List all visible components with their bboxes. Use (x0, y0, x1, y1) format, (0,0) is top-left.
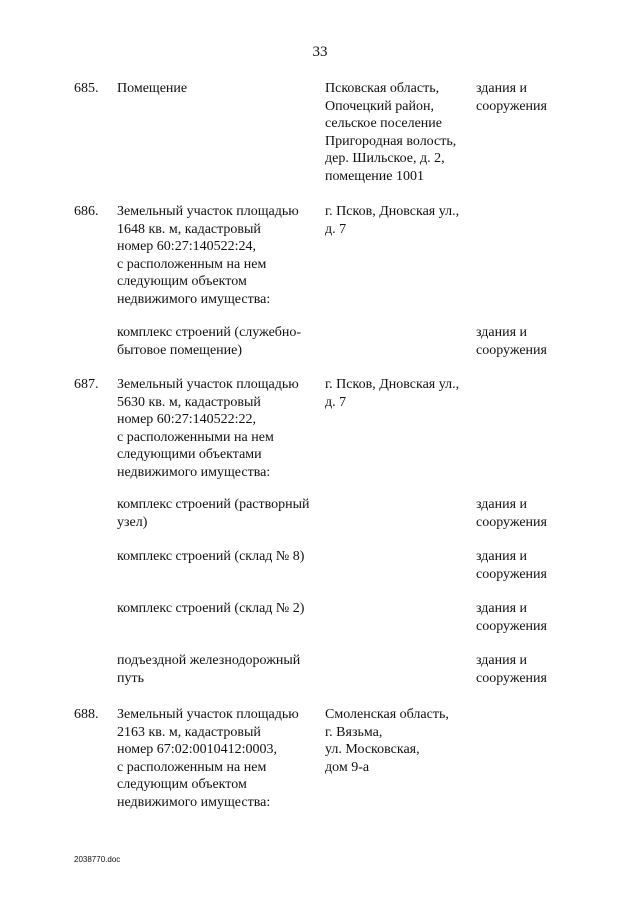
entry-description: Земельный участок площадью 2163 кв. м, кадастровый номер 67:02:0010412:0003, с расположенным на нем следующим объектом недвижимого имущества: (117, 707, 299, 810)
sub-item-type: здания и сооружения (476, 653, 547, 686)
sub-item-type: здания и сооружения (476, 325, 547, 358)
sub-item-type: здания и сооружения (476, 497, 547, 530)
sub-item-description: подъездной железнодорожный путь (117, 653, 301, 686)
entry-number: 685. (74, 81, 99, 96)
sub-item-type: здания и сооружения (476, 549, 547, 582)
page-number: 33 (312, 44, 328, 60)
sub-item-description: комплекс строений (служебно- бытовое помещение) (117, 325, 302, 358)
entry-description: Помещение (117, 81, 188, 96)
sub-item-description: комплекс строений (склад № 8) (117, 549, 305, 564)
entry-number: 688. (74, 707, 99, 722)
footer-filename: 2038770.doc (74, 855, 121, 864)
entry-address: Смоленская область, г. Вязьма, ул. Московская, дом 9-а (325, 707, 449, 775)
entry-address: г. Псков, Дновская ул., д. 7 (325, 377, 460, 410)
entry-description: Земельный участок площадью 5630 кв. м, кадастровый номер 60:27:140522:22, с расположенными на нем следующими объектами недвижимого имущества: (117, 377, 299, 480)
sub-item-description: комплекс строений (склад № 2) (117, 601, 305, 616)
sub-item-type: здания и сооружения (476, 601, 547, 634)
sub-item-description: комплекс строений (растворный узел) (117, 497, 310, 530)
entry-address: Псковская область, Опочецкий район, сельское поселение Пригородная волость, дер. Шильское, д. 2, помещение 1001 (325, 81, 457, 184)
entry-type: здания и сооружения (476, 81, 547, 114)
entry-description: Земельный участок площадью 1648 кв. м, кадастровый номер 60:27:140522:24, с расположенным на нем следующим объектом недвижимого имущества: (117, 204, 299, 307)
entry-number: 686. (74, 204, 99, 219)
entry-number: 687. (74, 377, 99, 392)
entry-address: г. Псков, Дновская ул., д. 7 (325, 204, 460, 237)
